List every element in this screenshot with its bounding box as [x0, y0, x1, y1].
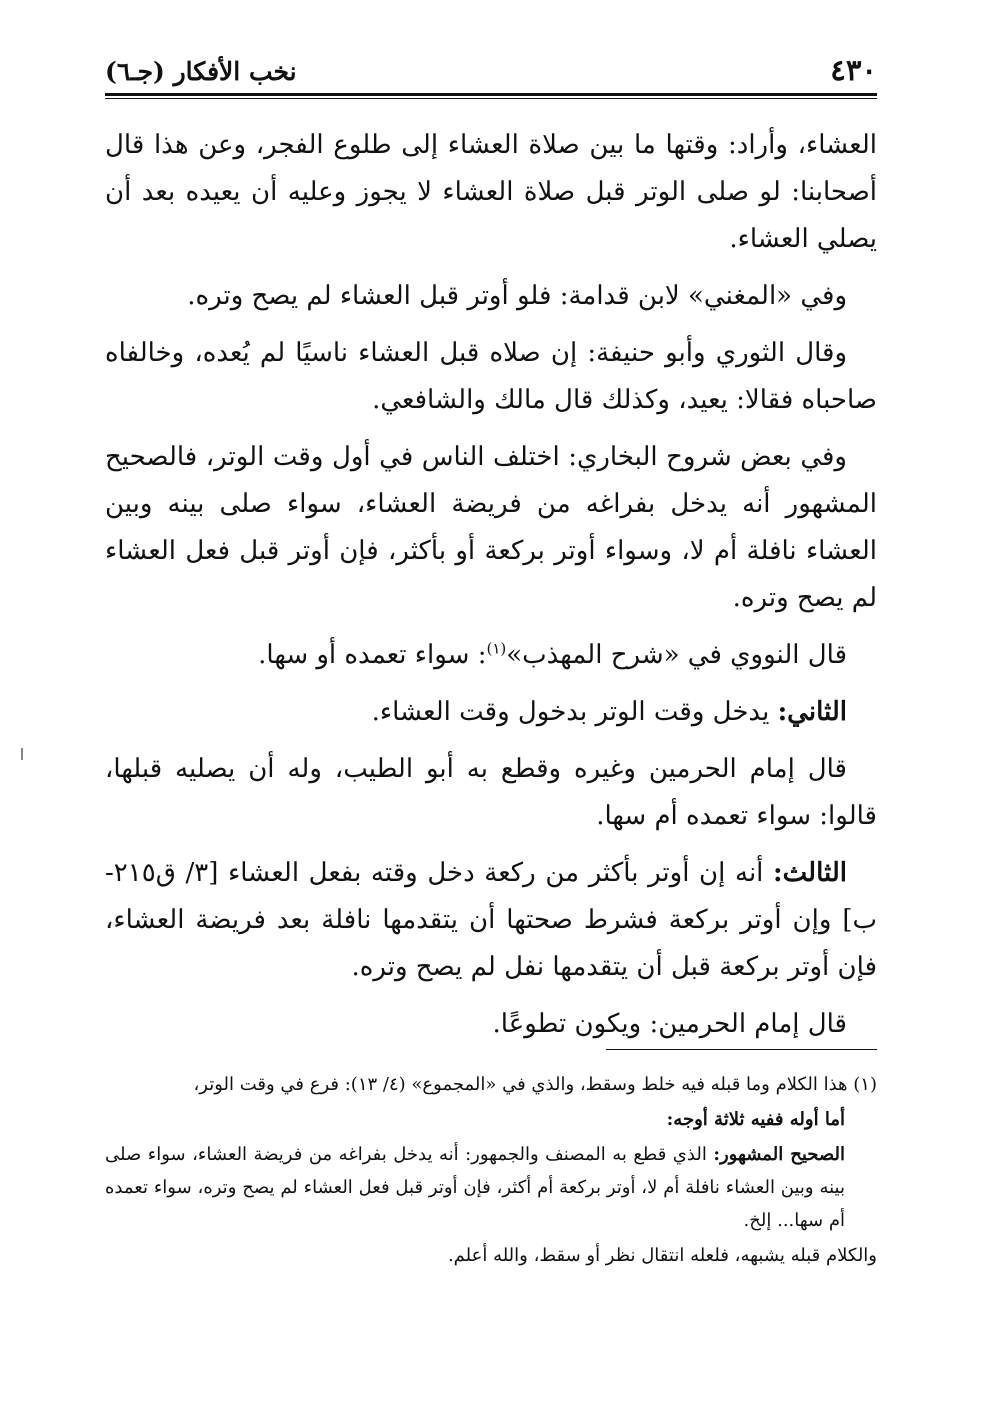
footnote-separator [606, 1049, 877, 1050]
footnotes [105, 1068, 877, 1274]
footnote-term: الصحيح المشهور: [713, 1144, 845, 1165]
header-rule-thin [105, 98, 877, 99]
footnote-reference: (١) [486, 639, 507, 658]
footnote-line: (١) هذا الكلام وما قبله فيه خلط وسقط، والذي في «المجموع» (٤/ ١٣): فرع في وقت الوتر، [193, 1074, 877, 1095]
paragraph: وفي بعض شروح البخاري: اختلف الناس في أول وقت الوتر، فالصحيح المشهور أنه يدخل بفراغه من فريضة العشاء، سواء صلى بينه وبين العشاء نافلة أم لا، وسواء أوتر بركعة أو بأكثر، فإن أوتر قبل فعل العشاء لم يصح وتره. [105, 442, 877, 613]
paragraph: قال إمام الحرمين: ويكون تطوعًا. [492, 1009, 847, 1039]
book-title: نخب الأفكار (جـ٦) [105, 57, 297, 86]
paragraph [105, 689, 877, 736]
section-term: الثاني: [777, 697, 847, 727]
footnote-line [105, 1138, 877, 1237]
scan-mark [21, 748, 23, 760]
main-text [105, 122, 877, 1058]
paragraph-text: : سواء تعمده أو سها. [258, 640, 487, 670]
paragraph: العشاء، وأراد: وقتها ما بين صلاة العشاء إلى طلوع الفجر، وعن هذا قال أصحابنا: لو صلى الوتر قبل صلاة العشاء لا يجوز وعليه أن يعيده بعد أن يصلي العشاء. [105, 130, 877, 254]
footnote-line: أما أوله ففيه ثلاثة أوجه: [666, 1109, 845, 1130]
paragraph: قال إمام الحرمين وغيره وقطع به أبو الطيب، وله أن يصليه قبلها، قالوا: سواء تعمده أم سها. [105, 754, 877, 831]
page-number: ٤٣٠ [830, 53, 877, 87]
running-header [105, 52, 877, 92]
section-term: الثالث: [773, 858, 848, 888]
footnote-text: الذي قطع به المصنف والجمهور: أنه يدخل بفراغه من فريضة العشاء، سواء صلى بينه وبين العشاء نافلة أم لا، أوتر بركعة أم أكثر، فإن أوتر قبل فعل العشاء لم يصح وتره، سواء تعمده أم سها... إلخ. [105, 1144, 845, 1231]
paragraph-text: أنه إن أوتر بأكثر من ركعة دخل وقته بفعل العشاء [٣/ ق٢١٥-ب] وإن أوتر بركعة فشرط صحتها أن يتقدمها نافلة بعد فريضة العشاء، فإن أوتر بركعة قبل أن يتقدمها نفل لم يصح وتره. [105, 858, 877, 982]
paragraph: وقال الثوري وأبو حنيفة: إن صلاه قبل العشاء ناسيًا لم يُعده، وخالفاه صاحباه فقالا: يعيد، وكذلك قال مالك والشافعي. [105, 338, 877, 415]
paragraph-text: يدخل وقت الوتر بدخول وقت العشاء. [371, 697, 778, 727]
header-rule-thick [105, 93, 877, 96]
paragraph [105, 850, 877, 991]
paragraph-text: قال النووي في «شرح المهذب» [506, 640, 847, 670]
footnote-line: والكلام قبله يشبهه، فلعله انتقال نظر أو سقط، والله أعلم. [447, 1245, 877, 1266]
paragraph [105, 632, 877, 679]
paragraph: وفي «المغني» لابن قدامة: فلو أوتر قبل العشاء لم يصح وتره. [187, 281, 847, 311]
